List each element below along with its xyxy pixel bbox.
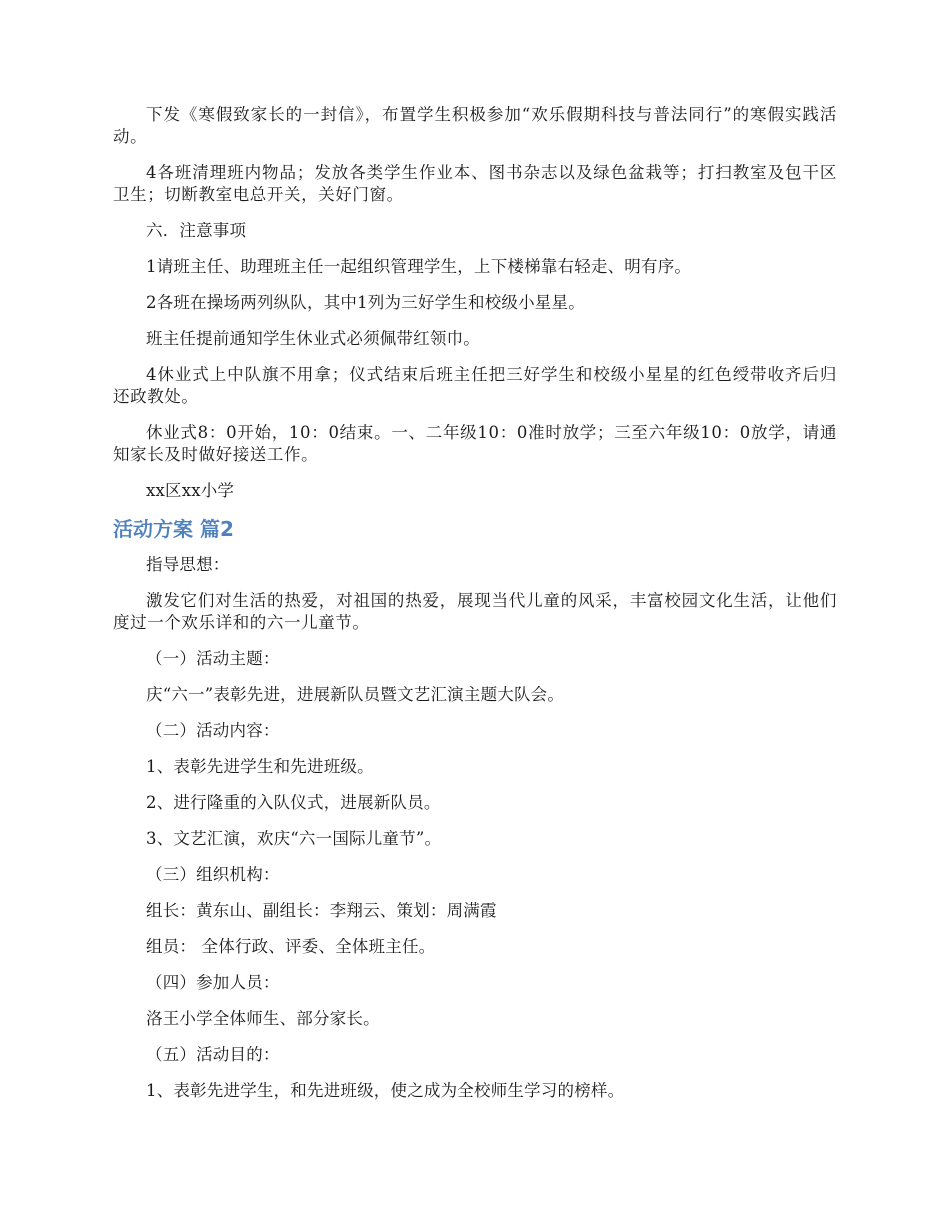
paragraph-precaution-4: 4休业式上中队旗不用拿；仪式结束后班主任把三好学生和校级小星星的红色绶带收齐后归还政教处。 — [113, 365, 837, 406]
paragraph-content-label: （二）活动内容： — [146, 721, 280, 740]
paragraph-participants-label: （四）参加人员： — [146, 973, 280, 992]
paragraph-notice-letter: 下发《寒假致家长的一封信》，布置学生积极参加“欢乐假期科技与普法同行”的寒假实践活动。 — [113, 105, 837, 146]
paragraph-members: 组员： 全体行政、评委、全体班主任。 — [146, 937, 436, 956]
paragraph-purpose-label: （五）活动目的： — [146, 1045, 280, 1064]
paragraph-theme-label: （一）活动主题： — [146, 649, 280, 668]
paragraph-leaders: 组长：黄东山、副组长：李翔云、策划：周满霞 — [146, 901, 497, 920]
paragraph-content-2: 2、进行隆重的入队仪式，进展新队员。 — [146, 793, 441, 812]
paragraph-red-scarf: 班主任提前通知学生休业式必须佩带红领巾。 — [146, 329, 480, 348]
paragraph-guiding-idea: 激发它们对生活的热爱，对祖国的热爱，展现当代儿童的风采，丰富校园文化生活，让他们度过一个欢乐详和的六一儿童节。 — [113, 591, 837, 632]
paragraph-content-1: 1、表彰先进学生和先进班级。 — [146, 757, 374, 776]
paragraph-theme: 庆“六一”表彰先进，进展新队员暨文艺汇演主题大队会。 — [146, 685, 565, 704]
paragraph-guiding-idea-label: 指导思想： — [146, 555, 230, 574]
paragraph-schedule: 休业式8：0开始，10：0结束。一、二年级10：0准时放学；三至六年级10：0放学，请通知家长及时做好接送工作。 — [113, 423, 837, 464]
paragraph-precaution-2: 2各班在操场两列纵队，其中1列为三好学生和校级小星星。 — [146, 293, 585, 312]
document-page — [113, 104, 837, 1116]
paragraph-school-signature: xx区xx小学 — [146, 481, 235, 500]
paragraph-classroom-cleanup: 4各班清理班内物品；发放各类学生作业本、图书杂志以及绿色盆栽等；打扫教室及包干区卫生；切断教室电总开关，关好门窗。 — [113, 163, 837, 204]
paragraph-content-3: 3、文艺汇演，欢庆“六一国际儿童节”。 — [146, 829, 442, 848]
paragraph-precaution-1: 1请班主任、助理班主任一起组织管理学生，上下楼梯靠右轻走、明有序。 — [146, 257, 692, 276]
paragraph-participants: 洛王小学全体师生、部分家长。 — [146, 1009, 380, 1028]
section-heading-plan-2: 活动方案 篇2 — [113, 517, 234, 541]
paragraph-organization-label: （三）组织机构： — [146, 865, 280, 884]
paragraph-precautions-title: 六．注意事项 — [146, 221, 247, 240]
paragraph-purpose-1: 1、表彰先进学生，和先进班级，使之成为全校师生学习的榜样。 — [146, 1081, 625, 1100]
